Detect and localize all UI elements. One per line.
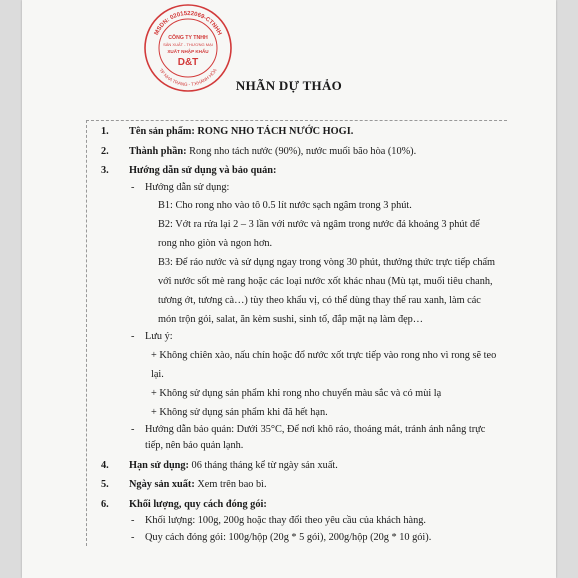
ingredients-value: Rong nho tách nước (90%), nước muối bão hòa (10%). xyxy=(186,145,417,157)
stamp-line3: XUẤT NHẬP KHẨU xyxy=(167,49,209,54)
section-label: Ngày sản xuất: xyxy=(129,479,195,490)
stamp-brand: D&T xyxy=(177,57,199,68)
production-date-value: Xem trên bao bì. xyxy=(194,479,267,490)
section-usage-storage xyxy=(87,163,507,180)
section-expiry xyxy=(87,458,507,475)
weight-info: - Khối lượng: 100g, 200g hoặc thay đổi theo yêu cầu của khách hàng. xyxy=(131,515,426,526)
step-b2: B2: Vớt ra rửa lại 2 – 3 lần với nước và ngâm trong nước đá khoảng 3 phút để rong nho giòn và ngon hơn. xyxy=(158,219,480,249)
section-label: Hạn sử dụng: xyxy=(129,459,189,471)
section-number: 3. xyxy=(101,165,109,176)
page-title: NHÃN DỰ THẢO xyxy=(235,78,343,93)
section-number: 5. xyxy=(101,479,109,490)
note-2: + Không sử dụng sản phẩm khi rong nho chuyển màu sắc và có mùi lạ xyxy=(151,387,442,399)
note-title: - Lưu ý: xyxy=(131,331,173,342)
section-production-date xyxy=(87,477,507,494)
section-number: 1. xyxy=(101,126,109,137)
section-number: 4. xyxy=(101,459,109,471)
label-content xyxy=(86,120,507,546)
stamp-line1: CÔNG TY TNHH xyxy=(168,35,208,41)
section-label: Khối lượng, quy cách đóng gói: xyxy=(129,498,267,510)
product-name-value: RONG NHO TÁCH NƯỚC HOGI. xyxy=(194,126,354,137)
packaging-info: - Quy cách đóng gói: 100g/hộp (20g * 5 gói), 200g/hộp (20g * 10 gói). xyxy=(131,531,432,543)
usage-title: - Hướng dẫn sử dụng: xyxy=(131,181,230,193)
svg-text:MSDN: 0201522069-CTNHH xyxy=(154,11,222,36)
stamp-ring-text: MSDN: 0201522069-CTNHH xyxy=(153,10,223,37)
note-1: + Không chiên xào, nấu chín hoặc đổ nước xốt trực tiếp vào rong nho vì rong sẽ teo lại. xyxy=(151,349,497,380)
section-product-name xyxy=(87,124,507,141)
section-number: 2. xyxy=(101,145,109,157)
stamp-line2: SẢN XUẤT - THƯƠNG MẠI xyxy=(163,42,213,47)
section-label: Tên sản phẩm: xyxy=(129,126,195,137)
section-number: 6. xyxy=(101,498,109,510)
step-b3: B3: Để ráo nước và sử dụng ngay trong vòng 30 phút, thưởng thức trực tiếp chấm với nước sốt mè rang hoặc các loại nước xốt khác nhau (Mù tạt, muối tiêu chanh, tương ớt, tương cà…) tùy theo khẩu vị, có thể dùng thay thế rau xanh, làm các món trộn gỏi, salat, ăn kèm sushi, sinh tố, đắp mặt nạ làm đẹp… xyxy=(158,257,496,325)
section-label: Thành phần: xyxy=(129,145,187,157)
section-label: Hướng dẫn sử dụng và bảo quản: xyxy=(129,165,277,176)
expiry-value: 06 tháng tháng kể từ ngày sản xuất. xyxy=(188,459,338,471)
document-page xyxy=(22,0,556,578)
step-b1: B1: Cho rong nho vào tô 0.5 lít nước sạch ngâm trong 3 phút. xyxy=(158,200,412,211)
note-3: + Không sử dụng sản phẩm khi đã hết hạn. xyxy=(151,406,328,418)
section-packaging xyxy=(87,497,507,514)
section-ingredients xyxy=(87,144,507,161)
stamp-ring-bottom: TP NHA TRANG - T.KHÁNH HÒA xyxy=(158,67,218,88)
storage-instructions: - Hướng dẫn bảo quản: Dưới 35°C, Để nơi khô ráo, thoáng mát, tránh ánh nắng trực tiếp, nên bảo quản lạnh. xyxy=(131,423,486,451)
